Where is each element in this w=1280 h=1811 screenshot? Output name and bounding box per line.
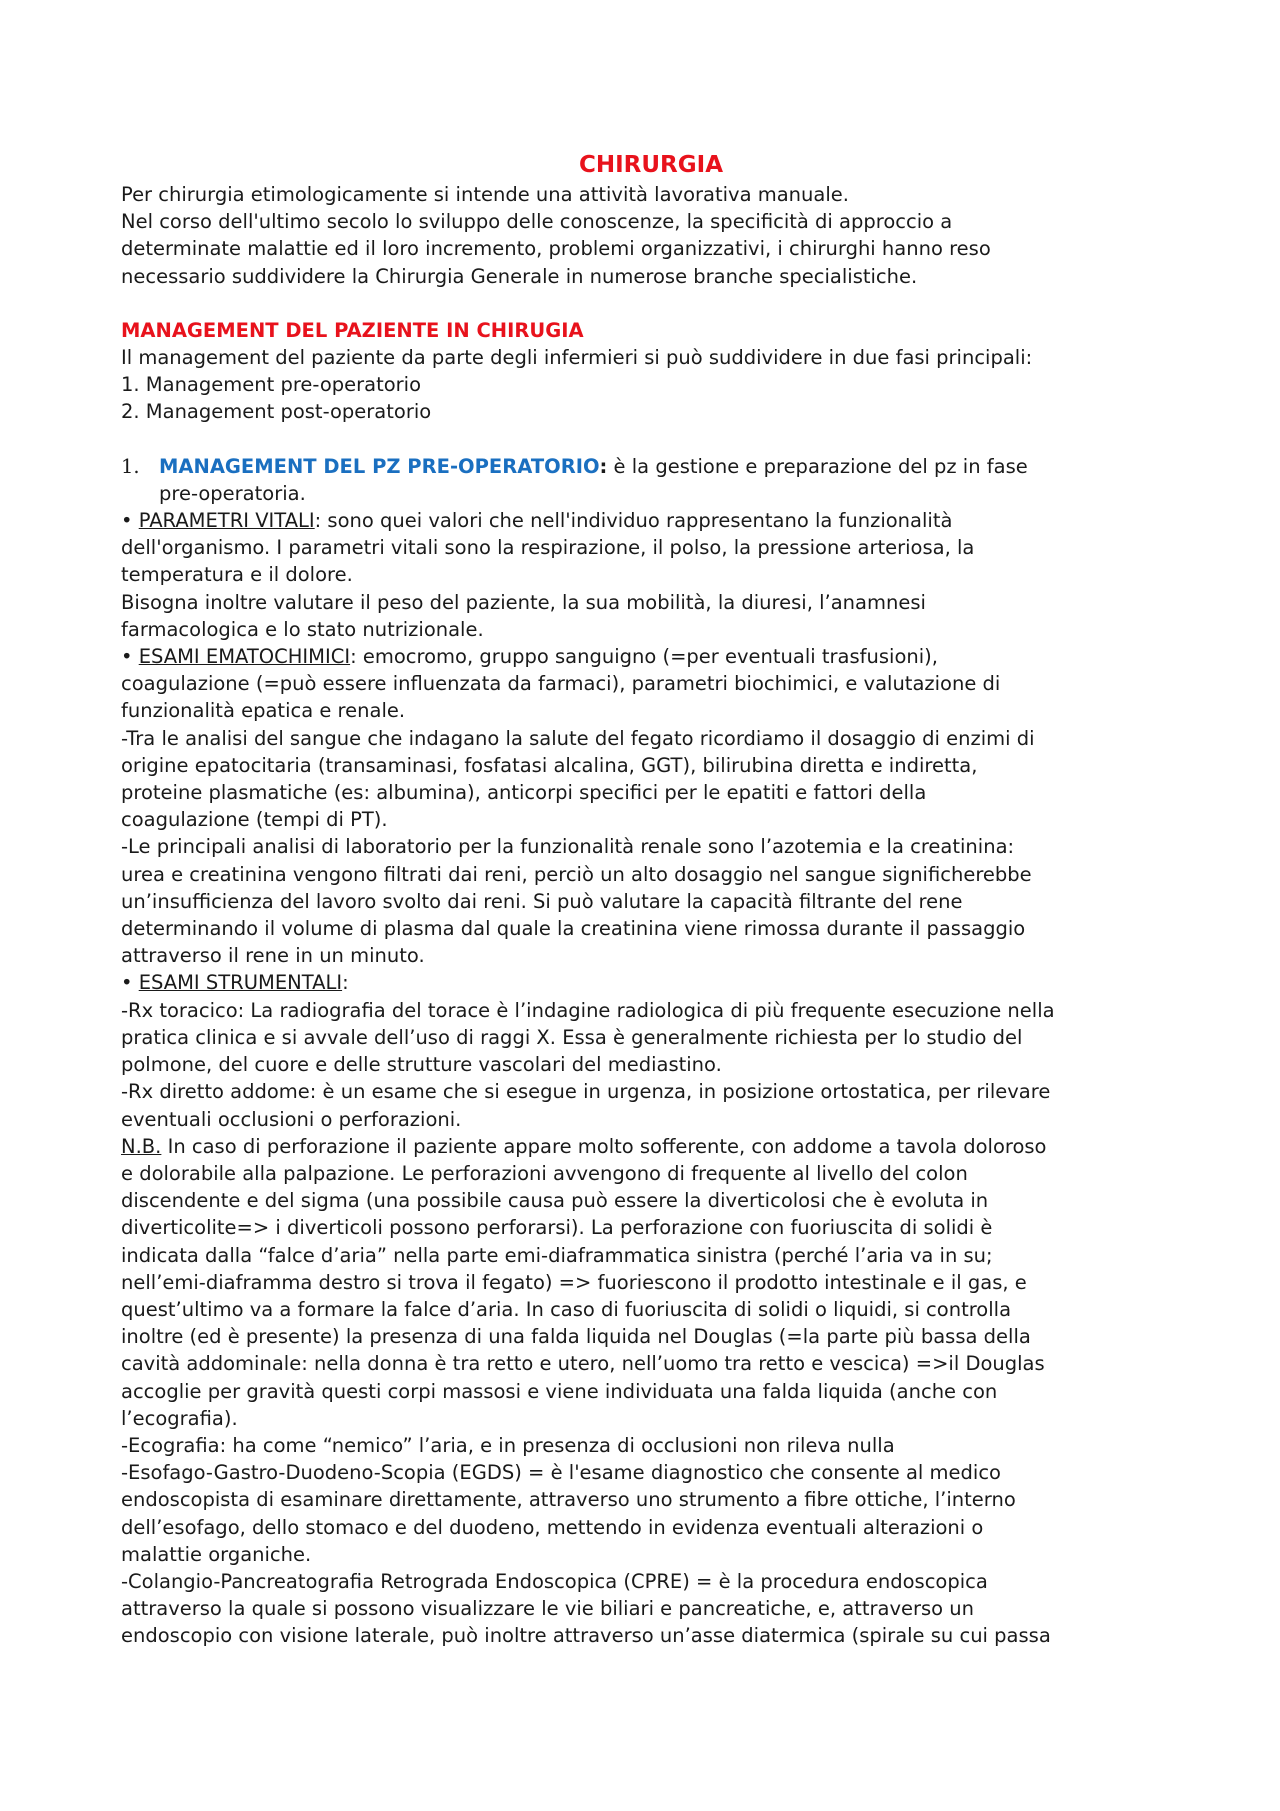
list-item: 2. Management post-operatorio bbox=[121, 400, 432, 424]
text-line: Il management del paziente da parte degli infermieri si può suddividere in due fasi principali: bbox=[121, 346, 1033, 370]
text-line: indicata dalla “falce d’aria” nella parte emi-diaframmatica sinistra (perché l’aria va in su; bbox=[121, 1243, 993, 1267]
bullet-text: : sono quei valori che nell'individuo rappresentano la funzionalità bbox=[314, 509, 953, 533]
bullet: • bbox=[121, 509, 139, 533]
text-line: -Tra le analisi del sangue che indagano la salute del fegato ricordiamo il dosaggio di enzimi di bbox=[121, 726, 1035, 750]
underlined-label: PARAMETRI VITALI bbox=[138, 509, 315, 533]
list-number: 1. bbox=[121, 454, 140, 478]
nb-block bbox=[121, 1133, 1181, 1650]
text-line: attraverso il rene in un minuto. bbox=[121, 944, 425, 968]
text-line: cavità addominale: nella donna è tra retto e utero, nell’uomo tra retto e vescica) =>il Douglas bbox=[121, 1352, 1045, 1376]
text-line: accoglie per gravità questi corpi massosi e viene individuata una falda liquida (anche con bbox=[121, 1379, 998, 1403]
numbered-heading-pre-operatorio bbox=[121, 453, 1181, 480]
text-line: endoscopista di esaminare direttamente, attraverso uno strumento a fibre ottiche, l’interno bbox=[121, 1488, 1016, 1512]
document-title: CHIRURGIA bbox=[578, 152, 724, 178]
text-line: pre-operatoria. bbox=[159, 481, 306, 505]
text-line: -Esofago-Gastro-Duodeno-Scopia (EGDS) = è l'esame diagnostico che consente al medico bbox=[121, 1461, 1001, 1485]
bullet-line bbox=[121, 969, 1181, 996]
intro-paragraph bbox=[121, 181, 1181, 290]
bullet: • bbox=[121, 971, 139, 995]
text-line: pratica clinica e si avvale dell’uso di raggi X. Essa è generalmente richiesta per lo studio del bbox=[121, 1025, 1023, 1049]
text-line: coagulazione (=può essere influenzata da farmaci), parametri biochimici, e valutazione di bbox=[121, 672, 1001, 696]
text-line: origine epatocitaria (transaminasi, fosfatasi alcalina, GGT), bilirubina diretta e indiretta, bbox=[121, 753, 978, 777]
text-line: dell’esofago, dello stomaco e del duodeno, mettendo in evidenza eventuali alterazioni o bbox=[121, 1515, 984, 1539]
text-line: e dolorabile alla palpazione. Le perforazioni avvengono di frequente al livello del colon bbox=[121, 1161, 968, 1185]
text-line: inoltre (ed è presente) la presenza di una falda liquida nel Douglas (=la parte più bassa della bbox=[121, 1325, 1031, 1349]
text-line: proteine plasmatiche (es: albumina), anticorpi specifici per le epatiti e fattori della bbox=[121, 781, 927, 805]
text-line: endoscopio con visione laterale, può inoltre attraverso un’asse diatermica (spirale su cui passa bbox=[121, 1624, 1051, 1648]
nb-label: N.B. bbox=[121, 1134, 162, 1158]
bullet-text: : bbox=[342, 971, 349, 995]
text-line: -Le principali analisi di laboratorio per la funzionalità renale sono l’azotemia e la creatinina: bbox=[121, 835, 1015, 859]
text-line: -Ecografia: ha come “nemico” l’aria, e in presenza di occlusioni non rileva nulla bbox=[121, 1433, 895, 1457]
parametri-vitali-block bbox=[121, 507, 1181, 643]
heading-description: è la gestione e preparazione del pz in fase bbox=[607, 454, 1028, 478]
bullet-line bbox=[121, 643, 1181, 670]
text-line: Nel corso dell'ultimo secolo lo sviluppo delle conoscenze, la specificità di approccio a bbox=[121, 210, 953, 234]
text-line: diverticolite=> i diverticoli possono perforarsi). La perforazione con fuoriuscita di solidi è bbox=[121, 1216, 993, 1240]
text-line: attraverso la quale si possono visualizzare le vie biliari e pancreatiche, e, attraverso un bbox=[121, 1597, 975, 1621]
text-line: urea e creatinina vengono filtrati dai reni, perciò un alto dosaggio nel sangue significherebbe bbox=[121, 862, 1032, 886]
section-management-body bbox=[121, 344, 1181, 426]
list-item: 1. Management pre-operatorio bbox=[121, 373, 422, 397]
text-line: eventuali occlusioni o perforazioni. bbox=[121, 1107, 462, 1131]
esami-strumentali-block bbox=[121, 969, 1181, 1132]
text-line: quest’ultimo va a formare la falce d’aria. In caso di fuoriuscita di solidi o liquidi, si controlla bbox=[121, 1297, 1012, 1321]
document-page bbox=[121, 150, 1181, 1650]
underlined-label: ESAMI STRUMENTALI bbox=[138, 971, 343, 995]
heading-pre-operatorio: MANAGEMENT DEL PZ PRE-OPERATORIO bbox=[159, 454, 600, 478]
underlined-label: ESAMI EMATOCHIMICI bbox=[138, 645, 351, 669]
text-line: -Rx diretto addome: è un esame che si esegue in urgenza, in posizione ortostatica, per rilevare bbox=[121, 1080, 1051, 1104]
bullet: • bbox=[121, 645, 139, 669]
esami-ematochimici-block bbox=[121, 643, 1181, 969]
text-line: malattie organiche. bbox=[121, 1542, 312, 1566]
text-line: determinate malattie ed il loro incremento, problemi organizzativi, i chirurghi hanno reso bbox=[121, 237, 991, 261]
text-line: -Rx toracico: La radiografia del torace è l’indagine radiologica di più frequente esecuzione nella bbox=[121, 998, 1055, 1022]
text-line: -Colangio-Pancreatografia Retrograda Endoscopica (CPRE) = è la procedura endoscopica bbox=[121, 1569, 988, 1593]
text-line: determinando il volume di plasma dal quale la creatinina viene rimossa durante il passaggio bbox=[121, 917, 1026, 941]
text-line: Bisogna inoltre valutare il peso del paziente, la sua mobilità, la diuresi, l’anamnesi bbox=[121, 590, 926, 614]
text-line: dell'organismo. I parametri vitali sono la respirazione, il polso, la pressione arteriosa, la bbox=[121, 536, 975, 560]
text-line: discendente e del sigma (una possibile causa può essere la diverticolosi che è evoluta in bbox=[121, 1189, 989, 1213]
text-line: polmone, del cuore e delle strutture vascolari del mediastino. bbox=[121, 1053, 722, 1077]
bullet-line bbox=[121, 507, 1181, 534]
nb-line bbox=[121, 1133, 1181, 1160]
heading-colon: : bbox=[599, 454, 608, 478]
section-heading-management: MANAGEMENT DEL PAZIENTE IN CHIRUGIA bbox=[121, 318, 584, 342]
text-line: l’ecografia). bbox=[121, 1406, 238, 1430]
bullet-text: : emocromo, gruppo sanguigno (=per eventuali trasfusioni), bbox=[350, 645, 938, 669]
text-line: nell’emi-diaframma destro si trova il fegato) => fuoriescono il prodotto intestinale e il gas, e bbox=[121, 1270, 1027, 1294]
text-line: Per chirurgia etimologicamente si intende una attività lavorativa manuale. bbox=[121, 183, 849, 206]
text-line: necessario suddividere la Chirurgia Generale in numerose branche specialistiche. bbox=[121, 264, 918, 288]
text-line: temperatura e il dolore. bbox=[121, 563, 353, 587]
text-line: un’insufficienza del lavoro svolto dai reni. Si può valutare la capacità filtrante del rene bbox=[121, 889, 963, 913]
nb-text: In caso di perforazione il paziente appare molto sofferente, con addome a tavola doloroso bbox=[161, 1134, 1047, 1158]
text-line: farmacologica e lo stato nutrizionale. bbox=[121, 617, 484, 641]
text-line: funzionalità epatica e renale. bbox=[121, 699, 406, 723]
text-line: coagulazione (tempi di PT). bbox=[121, 808, 388, 832]
